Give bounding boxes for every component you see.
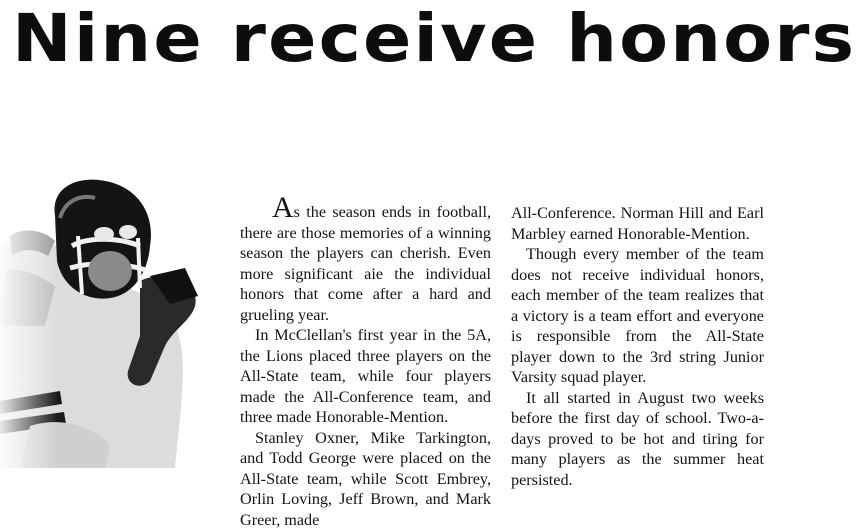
drop-cap: A bbox=[272, 191, 294, 224]
article-paragraph-5: It all started in August two weeks before the first day of school. Two-a-days proved to be hot and tiring for many players as the summer heat persisted. bbox=[511, 388, 764, 491]
article-paragraph-2: In McClellan's first year in the 5A, the Lions placed three players on the All-State team, while four players made the All-Conference team, and three made Honorable-Mention. bbox=[240, 325, 491, 428]
paragraph-1-text: s the season ends in football, there are those memories of a winning season the players can cherish. Even more significant aie the individual honors that come after a hard and grueling year. bbox=[240, 203, 491, 324]
football-player-photo bbox=[0, 176, 232, 468]
article-paragraph-1 bbox=[240, 198, 491, 325]
article-paragraph-3-continued: All-Conference. Norman Hill and Earl Marbley earned Honorable-Mention. bbox=[511, 203, 764, 244]
article-column-2 bbox=[511, 203, 764, 490]
article-paragraph-3: Stanley Oxner, Mike Tarkington, and Todd George were placed on the All-State team, while Scott Embrey, Orlin Loving, Jeff Brown, and Mark Greer, made bbox=[240, 428, 491, 530]
headline: Nine receive honors bbox=[12, 2, 833, 76]
article-column-1 bbox=[240, 198, 491, 530]
article-paragraph-4: Though every member of the team does not receive individual honors, each member of the team realizes that a victory is a team effort and everyone is responsible from the All-State player down to the 3rd string Junior Varsity squad player. bbox=[511, 244, 764, 388]
